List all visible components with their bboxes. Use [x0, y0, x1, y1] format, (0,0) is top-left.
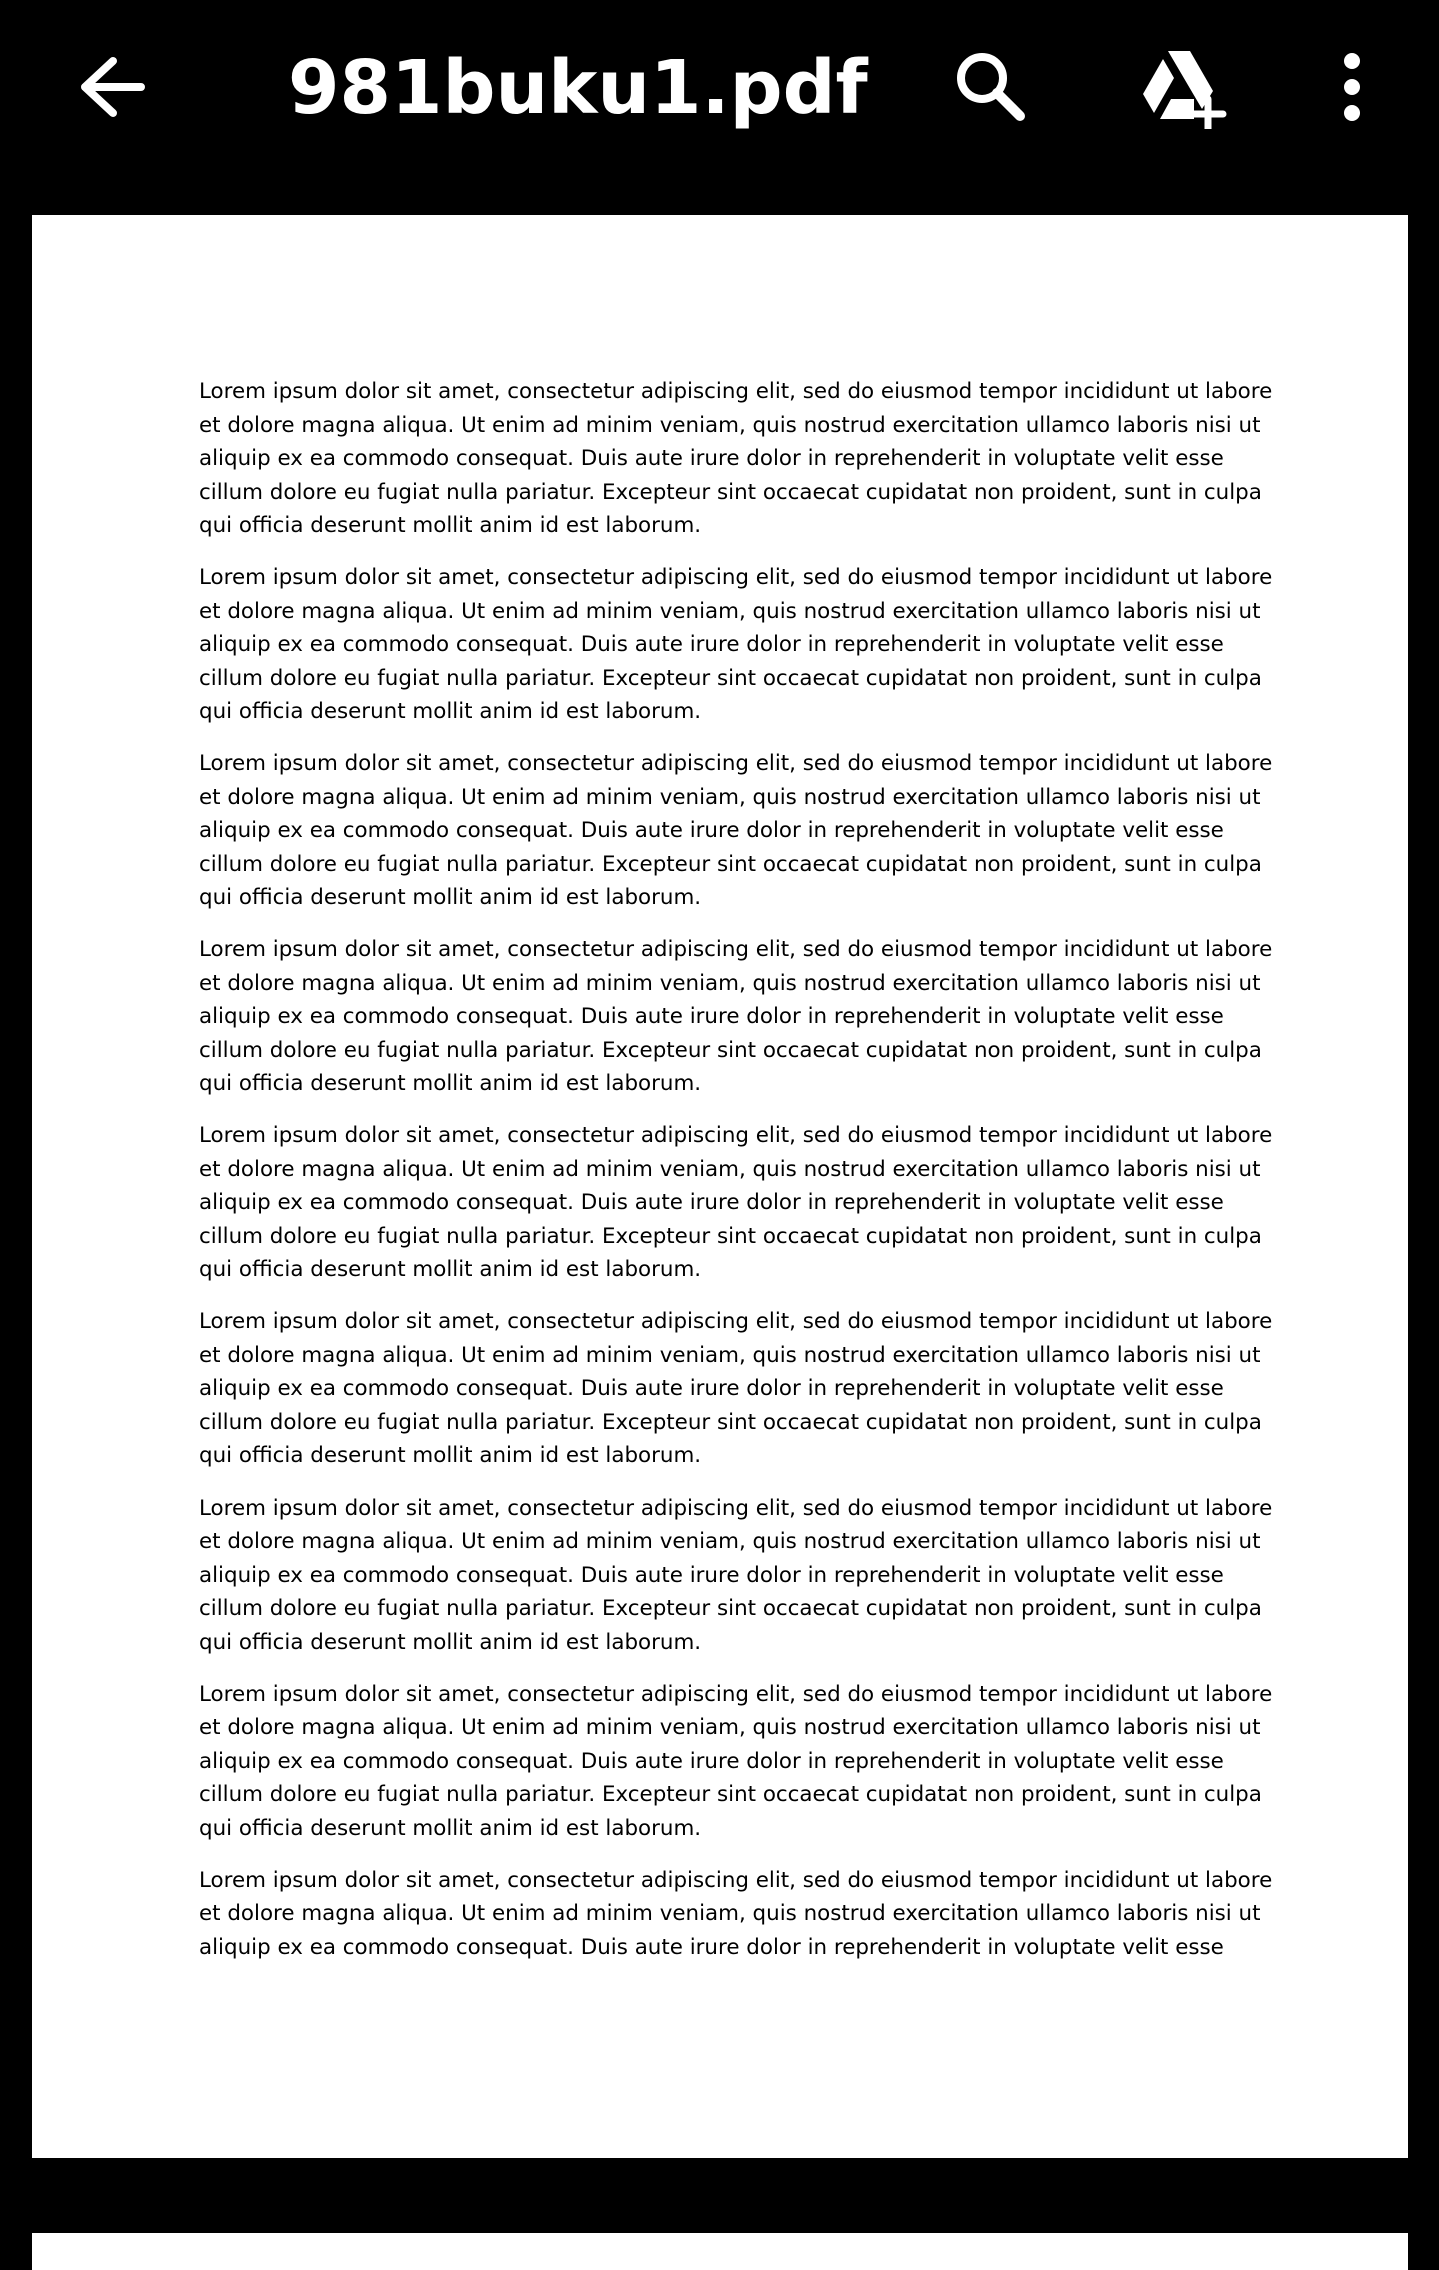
text-line: et dolore magna aliqua. Ut enim ad minim veniam, quis nostrud exercitation ullamco laboris nisi ut [199, 784, 1261, 810]
add-to-drive-button[interactable] [1128, 40, 1238, 135]
text-line: Lorem ipsum dolor sit amet, consectetur adipiscing elit, sed do eiusmod tempor incididunt ut labore [199, 937, 1273, 963]
text-line: et dolore magna aliqua. Ut enim ad minim veniam, quis nostrud exercitation ullamco laboris nisi ut [199, 1901, 1261, 1927]
text-line: aliquip ex ea commodo consequat. Duis aute irure dolor in reprehenderit in voluptate velit esse [199, 446, 1224, 471]
text-line: Lorem ipsum dolor sit amet, consectetur adipiscing elit, sed do eiusmod tempor incididunt ut labore [199, 1309, 1273, 1335]
text-line: aliquip ex ea commodo consequat. Duis aute irure dolor in reprehenderit in voluptate velit esse [199, 1934, 1224, 1960]
paragraph [199, 1119, 1273, 1287]
text-line: cillum dolore eu fugiat nulla pariatur. Excepteur sint occaecat cupidatat non proident, sunt in culpa [199, 851, 1262, 877]
text-line: Lorem ipsum dolor sit amet, consectetur adipiscing elit, sed do eiusmod tempor incididunt ut labore [199, 1681, 1273, 1707]
text-line: et dolore magna aliqua. Ut enim ad minim veniam, quis nostrud exercitation ullamco laboris nisi ut [199, 1342, 1261, 1368]
app-bar [0, 0, 1439, 176]
text-line: aliquip ex ea commodo consequat. Duis aute irure dolor in reprehenderit in voluptate velit esse [199, 1376, 1224, 1402]
drive-add-icon [1138, 47, 1228, 129]
text-line: cillum dolore eu fugiat nulla pariatur. Excepteur sint occaecat cupidatat non proident, sunt in culpa [199, 1782, 1262, 1808]
text-line: aliquip ex ea commodo consequat. Duis aute irure dolor in reprehenderit in voluptate velit esse [199, 1004, 1224, 1030]
text-line: qui officia deserunt mollit anim id est laborum. [199, 699, 702, 725]
search-button[interactable] [940, 42, 1040, 132]
pdf-page [32, 215, 1408, 2158]
text-line: qui officia deserunt mollit anim id est laborum. [199, 1257, 702, 1283]
text-line: et dolore magna aliqua. Ut enim ad minim veniam, quis nostrud exercitation ullamco laboris nisi ut [199, 970, 1261, 996]
text-line: Lorem ipsum dolor sit amet, consectetur adipiscing elit, sed do eiusmod tempor incididunt ut labore [199, 1123, 1273, 1149]
paragraph [199, 561, 1273, 729]
text-line: et dolore magna aliqua. Ut enim ad minim veniam, quis nostrud exercitation ullamco laboris nisi ut [199, 598, 1261, 624]
text-line: aliquip ex ea commodo consequat. Duis aute irure dolor in reprehenderit in voluptate velit esse [199, 1562, 1224, 1588]
text-line: qui officia deserunt mollit anim id est laborum. [199, 1629, 702, 1655]
paragraph [199, 1305, 1273, 1473]
text-line: cillum dolore eu fugiat nulla pariatur. Excepteur sint occaecat cupidatat non proident, sunt in culpa [199, 1596, 1262, 1622]
text-line: et dolore magna aliqua. Ut enim ad minim veniam, quis nostrud exercitation ullamco laboris nisi ut [199, 412, 1261, 438]
text-line: qui officia deserunt mollit anim id est laborum. [199, 1815, 702, 1841]
paragraph [199, 1864, 1273, 1965]
search-icon [952, 49, 1028, 125]
text-line: aliquip ex ea commodo consequat. Duis aute irure dolor in reprehenderit in voluptate velit esse [199, 818, 1224, 844]
text-line: Lorem ipsum dolor sit amet, consectetur adipiscing elit, sed do eiusmod tempor incididunt ut labore [199, 1495, 1273, 1521]
arrow-back-icon [77, 55, 147, 119]
text-line: qui officia deserunt mollit anim id est laborum. [199, 1443, 702, 1469]
paragraph [199, 375, 1273, 543]
text-line: qui officia deserunt mollit anim id est laborum. [199, 513, 702, 538]
paragraph [199, 747, 1273, 915]
text-line: cillum dolore eu fugiat nulla pariatur. Excepteur sint occaecat cupidatat non proident, sunt in culpa [199, 479, 1262, 505]
text-line: qui officia deserunt mollit anim id est laborum. [199, 885, 702, 911]
paragraph [199, 1678, 1273, 1846]
back-button[interactable] [62, 42, 162, 132]
text-line: aliquip ex ea commodo consequat. Duis aute irure dolor in reprehenderit in voluptate velit esse [199, 632, 1224, 658]
text-line: aliquip ex ea commodo consequat. Duis aute irure dolor in reprehenderit in voluptate velit esse [199, 1748, 1224, 1774]
pdf-page-next [32, 2233, 1408, 2270]
text-line: Lorem ipsum dolor sit amet, consectetur adipiscing elit, sed do eiusmod tempor incididunt ut labore [199, 379, 1273, 404]
text-line: Lorem ipsum dolor sit amet, consectetur adipiscing elit, sed do eiusmod tempor incididunt ut labore [199, 751, 1273, 777]
text-line: qui officia deserunt mollit anim id est laborum. [199, 1071, 702, 1097]
more-options-button[interactable] [1302, 42, 1402, 132]
text-line: aliquip ex ea commodo consequat. Duis aute irure dolor in reprehenderit in voluptate velit esse [199, 1190, 1224, 1216]
pdf-viewer[interactable] [0, 176, 1439, 2270]
paragraph [199, 1492, 1273, 1660]
text-line: et dolore magna aliqua. Ut enim ad minim veniam, quis nostrud exercitation ullamco laboris nisi ut [199, 1715, 1261, 1741]
text-line: cillum dolore eu fugiat nulla pariatur. Excepteur sint occaecat cupidatat non proident, sunt in culpa [199, 1409, 1262, 1435]
text-line: Lorem ipsum dolor sit amet, consectetur adipiscing elit, sed do eiusmod tempor incididunt ut labore [199, 1867, 1273, 1893]
text-line: et dolore magna aliqua. Ut enim ad minim veniam, quis nostrud exercitation ullamco laboris nisi ut [199, 1529, 1261, 1555]
text-line: cillum dolore eu fugiat nulla pariatur. Excepteur sint occaecat cupidatat non proident, sunt in culpa [199, 665, 1262, 691]
text-line: Lorem ipsum dolor sit amet, consectetur adipiscing elit, sed do eiusmod tempor incididunt ut labore [199, 565, 1273, 591]
text-line: cillum dolore eu fugiat nulla pariatur. Excepteur sint occaecat cupidatat non proident, sunt in culpa [199, 1223, 1262, 1249]
document-title: 981buku1.pdf [288, 45, 868, 131]
text-line: et dolore magna aliqua. Ut enim ad minim veniam, quis nostrud exercitation ullamco laboris nisi ut [199, 1156, 1261, 1182]
text-line: cillum dolore eu fugiat nulla pariatur. Excepteur sint occaecat cupidatat non proident, sunt in culpa [199, 1037, 1262, 1063]
page-text [199, 375, 1273, 1983]
more-vert-icon [1337, 52, 1367, 122]
paragraph [199, 933, 1273, 1101]
